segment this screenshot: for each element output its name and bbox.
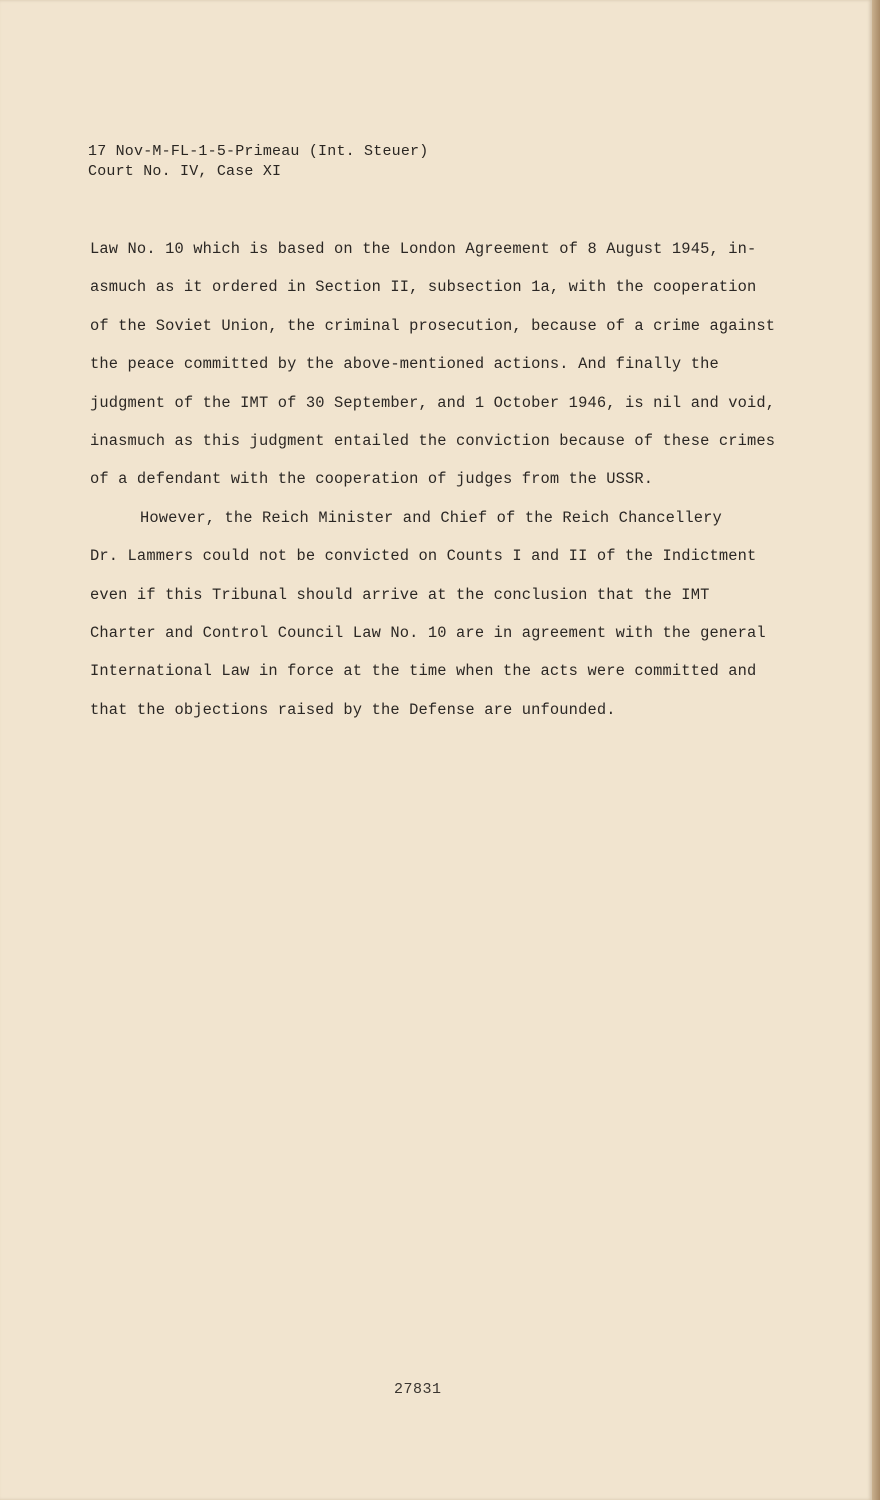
text-line: asmuch as it ordered in Section II, subsection 1a, with the cooperation xyxy=(90,278,757,297)
header-line-2: Court No. IV, Case XI xyxy=(88,163,282,180)
text-line: even if this Tribunal should arrive at the conclusion that the IMT xyxy=(90,585,710,604)
text-line: the peace committed by the above-mentioned actions. And finally the xyxy=(90,355,719,374)
text-line: Dr. Lammers could not be convicted on Counts I and II of the Indictment xyxy=(90,547,757,566)
text-line: that the objections raised by the Defense are unfounded. xyxy=(90,700,616,719)
document-header xyxy=(88,142,428,182)
paragraph-2 xyxy=(90,499,790,729)
text-line: inasmuch as this judgment entailed the conviction because of these crimes xyxy=(90,432,776,451)
text-line: judgment of the IMT of 30 September, and 1 October 1946, is nil and void, xyxy=(90,393,776,412)
paragraph-1 xyxy=(90,230,790,499)
text-line: However, the Reich Minister and Chief of the Reich Chancellery xyxy=(140,508,722,527)
page-edge xyxy=(872,0,880,1500)
text-line: International Law in force at the time when the acts were committed and xyxy=(90,662,757,681)
text-line: Law No. 10 which is based on the London Agreement of 8 August 1945, in- xyxy=(90,240,757,258)
header-line-1: 17 Nov-M-FL-1-5-Primeau (Int. Steuer) xyxy=(88,143,429,160)
document-body xyxy=(90,230,790,729)
text-line: Charter and Control Council Law No. 10 are in agreement with the general xyxy=(90,624,766,643)
page-number: 27831 xyxy=(394,1381,442,1398)
text-line: of the Soviet Union, the criminal prosecution, because of a crime against xyxy=(90,316,776,335)
text-line: of a defendant with the cooperation of judges from the USSR. xyxy=(90,470,654,489)
